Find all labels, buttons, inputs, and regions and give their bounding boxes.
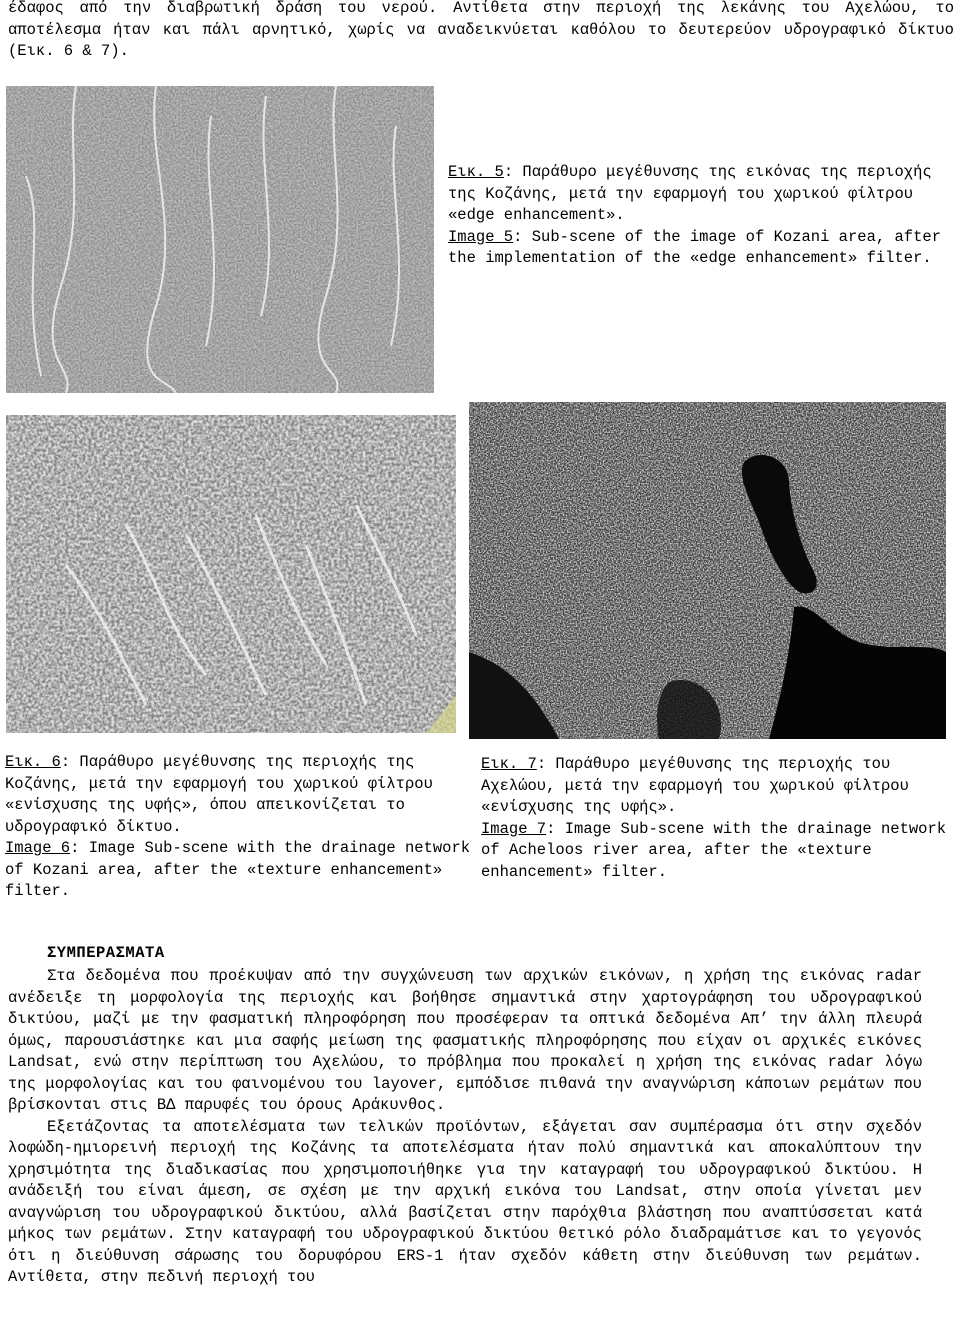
figure-5-caption-english <box>448 227 951 270</box>
figure-5-image <box>6 86 434 393</box>
figure-7-caption-greek <box>481 754 960 819</box>
figure-5-label-greek: Εικ. 5 <box>448 163 504 181</box>
figure-7-caption-greek-text: : Παράθυρο μεγέθυνσης της περιοχής του Αχελώου, μετά την εφαρμογή του χωρικού φίλτρου «ενίσχυσης της υφής». <box>481 755 919 816</box>
figure-7-acheloos-radar-texture <box>469 402 946 739</box>
figure-7-caption-english-text: : Image Sub-scene with the drainage network of Acheloos river area, after the «texture enhancement» filter. <box>481 819 956 881</box>
figure-5-edge-enhanced-texture <box>6 86 434 393</box>
figure-5-label-english: Image 5 <box>448 227 514 246</box>
figure-5-caption-greek <box>448 162 948 227</box>
figure-5-caption <box>448 162 951 270</box>
figure-6-texture-enhanced-texture <box>6 415 456 733</box>
figure-7-caption-english <box>481 819 960 884</box>
figure-7-caption <box>481 754 960 883</box>
figure-6-image <box>6 415 456 733</box>
figure-6-label-english: Image 6 <box>5 839 71 857</box>
conclusions-body <box>8 966 922 1289</box>
conclusions-paragraph-1: Στα δεδομένα που προέκυψαν από την συγχώνευση των αρχικών εικόνων, η χρήση της εικόνας radar ανέδειξε τη μορφολογία της περιοχής και βοήθησε σημαντικά στην χαρτογράφηση του υδρογραφικού δικτύου, μαζί με την φασματική πληροφόρηση που προσέφεραν τα οπτικά δεδομένα Απ’ την άλλη πλευρά όμως, παρουσιάστηκε και μια σαφής μείωση της φασματικής πληροφόρησης που είχαν οι αρχικές εικόνες Landsat, ενώ στην περίπτωση του Αχελώου, το πρόβλημα που προκαλεί η χρήση της εικόνας radar λόγω της μορφολογίας και του φαινομένου του layover, εμπόδισε πιθανά την αναγνώριση κάποιων ρεμάτων που βρίσκονται στις ΒΔ παρυφές του όρους Αράκυνθος. <box>8 967 922 1114</box>
figure-7-label-english: Image 7 <box>481 819 547 838</box>
intro-paragraph: έδαφος από την διαβρωτική δράση του νερού. Αντίθετα στην περιοχή της λεκάνης του Αχελώου, το αποτέλεσμα ήταν και πάλι αρνητικό, χωρίς να αναδεικνύεται καθόλου το δευτερεύον υδρογραφικό δίκτυο (Εικ. 6 & 7). <box>8 0 954 60</box>
conclusions-heading: ΣΥΜΠΕΡΑΣΜΑΤΑ <box>47 944 165 962</box>
figure-6-caption <box>5 752 480 903</box>
figure-6-caption-english-text: : Image Sub-scene with the drainage network of Kozani area, after the «texture enhancement» filter. <box>5 839 480 900</box>
conclusions-paragraph-2: Εξετάζοντας τα αποτελέσματα των τελικών προϊόντων, εξάγεται σαν συμπέρασμα ότι στην σχεδόν λοφώδη-ημιορεινή περιοχή της Κοζάνης τα αποτελέσματα ήταν πολύ σημαντικά και αποκαλύπτουν την χρησιμότητα της διαδικασίας που χρησιμοποιήθηκε για την καταγραφή του υδρογραφικού δικτύου. Η ανάδειξή του είναι άμεση, σε σχέση με την αρχική εικόνα του Landsat, στην οποία γίνεται μεν αναγνώριση του υδρογραφικού δικτύου, αλλά βασίζεται στην παρόχθια βλάστηση που αναπτύσσεται κατά μήκος των ρεμάτων. Στην καταγραφή του υδρογραφικού δικτύου θετικό ρόλο διαδραμάτισε και το γεγονός ότι η διεύθυνση σάρωσης του δορυφόρου ERS-1 ήταν σχεδόν κάθετη στην διεύθυνση των ρεμάτων. Αντίθετα, στην πεδινή περιοχή του <box>8 1117 922 1286</box>
figure-6-caption-greek <box>5 752 475 838</box>
figure-5-caption-greek-text: : Παράθυρο μεγέθυνσης της εικόνας της περιοχής της Κοζάνης, μετά την εφαρμογή του χωρικού φίλτρου «edge enhancement». <box>448 163 941 224</box>
figure-7-image <box>469 402 946 739</box>
figure-6-caption-greek-text: : Παράθυρο μεγέθυνσης της περιοχής της Κοζάνης, μετά την εφαρμογή του χωρικού φίλτρου «ενίσχυσης της υφής», όπου απεικονίζεται το υδρογραφικό δίκτυο. <box>5 753 443 836</box>
figure-6-label-greek: Εικ. 6 <box>5 753 61 771</box>
figure-5-caption-english-text: : Sub-scene of the image of Kozani area, after the implementation of the «edge enhancement» filter. <box>448 227 951 267</box>
figure-7-label-greek: Εικ. 7 <box>481 755 537 773</box>
figure-6-caption-english <box>5 838 480 903</box>
